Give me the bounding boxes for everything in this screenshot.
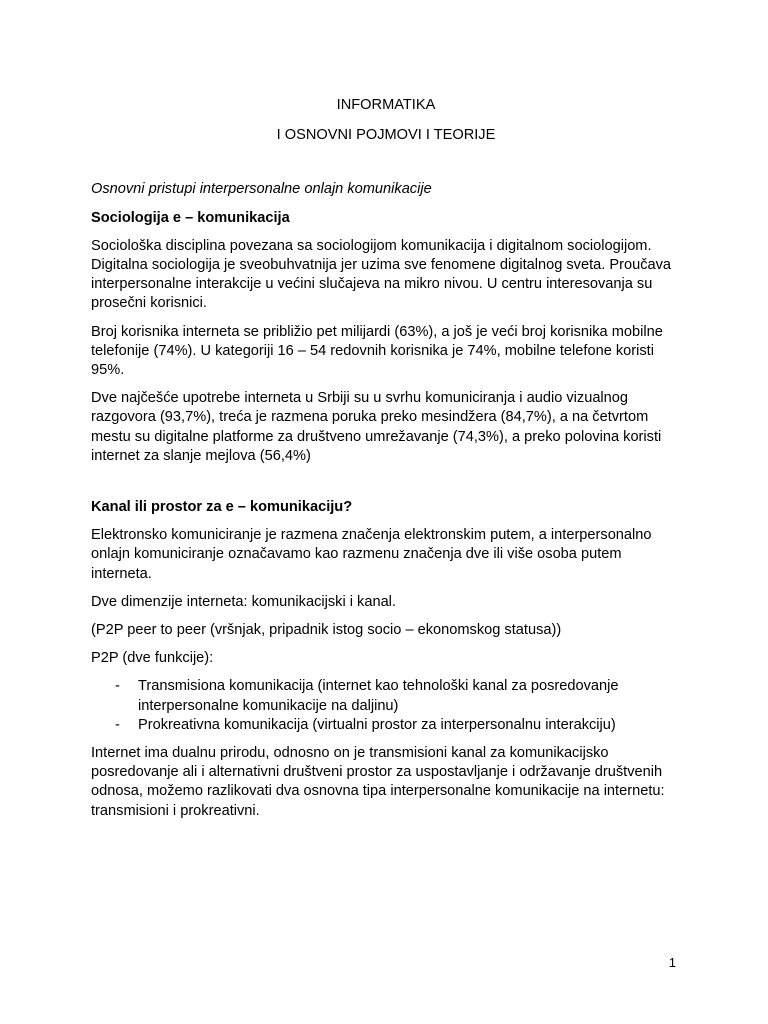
document-subtitle: I OSNOVNI POJMOVI I TEORIJE — [276, 127, 496, 144]
section2-heading: Kanal ili prostor za e – komunikaciju? — [91, 499, 353, 516]
section1-paragraph-1: Sociološka disciplina povezana sa sociologijom komunikacija i digitalnom sociologijom. Digitalna sociologija je sveobuhvatnija jer uzima sve fenomene digitalnog sveta. Proučava interpersonalne interakcije u većini slučajeva na mikro nivou. U centru interesovanja su prosečni korisnici. — [91, 237, 672, 312]
list-item-text: Transmisiona komunikacija (internet kao tehnološki kanal za posredovanje interpersonalne komunikacije na daljinu) — [138, 678, 619, 714]
list-item — [91, 716, 681, 735]
section2-paragraph-2: Dve dimenzije interneta: komunikacijski i kanal. — [91, 593, 396, 610]
p2p-functions-list — [91, 677, 681, 735]
list-item-text: Prokreativna komunikacija (virtualni prostor za interpersonalnu interakciju) — [138, 716, 616, 733]
section1-paragraph-2: Broj korisnika interneta se približio pet milijardi (63%), a još je veći broj korisnika mobilne telefonije (74%). U kategoriji 16 – 54 redovnih korisnika je 74%, mobilne telefone koristi 95%. — [91, 323, 663, 379]
page-number: 1 — [668, 955, 676, 970]
document-body — [91, 96, 681, 830]
section1-paragraph-3: Dve najčešće upotrebe interneta u Srbiji su u svrhu komuniciranja i audio vizualnog razgovora (93,7%), treća je razmena poruka preko mesindžera (84,7%), a na četvrtom mestu su digitalne platforme za društveno umrežavanje (74,3%), a preko polovina koristi internet za slanje mejlova (56,4%) — [91, 390, 662, 464]
section2-paragraph-3: (P2P peer to peer (vršnjak, pripadnik istog socio – ekonomskog statusa)) — [91, 622, 562, 639]
document-title: INFORMATIKA — [336, 97, 436, 113]
section2-paragraph-1: Elektronsko komuniciranje je razmena značenja elektronskim putem, a interpersonalno onlajn komuniciranje označavamo kao razmenu značenja dve ili više osoba putem interneta. — [91, 527, 652, 582]
list-item — [91, 677, 681, 715]
list-dash-marker: - — [115, 678, 120, 695]
section2-paragraph-4: P2P (dve funkcije): — [91, 650, 214, 667]
list-dash-marker: - — [115, 716, 120, 733]
section1-heading: Sociologija e – komunikacija — [91, 209, 290, 226]
section2-closing-paragraph: Internet ima dualnu prirodu, odnosno on je transmisioni kanal za komunikacijsko posredovanje ali i alternativni društveni prostor za uspostavljanje i održavanje društvenih odnosa, možemo razlikovati dva osnovna tipa interpersonalne komunikacije na internetu: transmisioni i prokreativni. — [91, 745, 665, 819]
section-intro: Osnovni pristupi interpersonalne onlajn komunikacije — [91, 181, 432, 198]
